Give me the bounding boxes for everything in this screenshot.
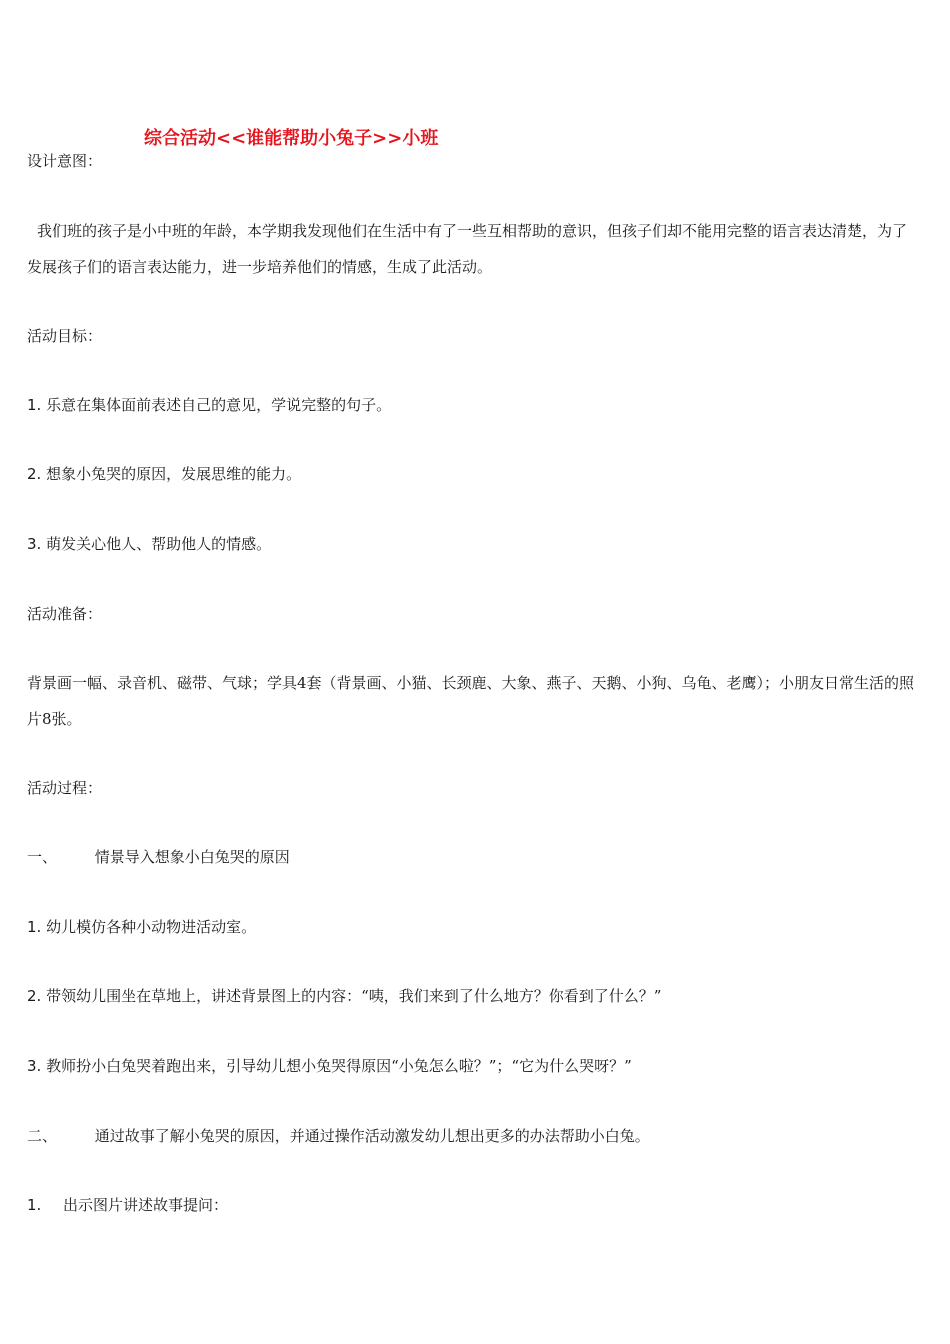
design-intent-paragraph: 我们班的孩子是小中班的年龄，本学期我发现他们在生活中有了一些互相帮助的意识，但孩子们却不能用完整的语言表达清楚，为了发展孩子们的语言表达能力，进一步培养他们的情感，生成了此活动。 xyxy=(27,222,908,276)
process-item-text: 幼儿模仿各种小动物进活动室。 xyxy=(46,918,257,936)
process-item-text: 教师扮小白兔哭着跑出来，引导幼儿想小兔哭得原因“小兔怎么啦？”；“它为什么哭呀？” xyxy=(46,1057,632,1075)
document-title: 综合活动<<谁能帮助小兔子>>小班 xyxy=(144,128,439,149)
goal-item-number: 2. xyxy=(27,465,42,483)
goal-item-3 xyxy=(27,534,271,554)
preparation-paragraph: 背景画一幅、录音机、磁带、气球；学具4套（背景画、小猫、长颈鹿、大象、燕子、天鹅、小狗、乌龟、老鹰）；小朋友日常生活的照片8张。 xyxy=(27,674,915,728)
process-heading: 活动过程： xyxy=(27,779,103,797)
process-item xyxy=(27,1056,632,1076)
process-item xyxy=(27,917,256,937)
section-title: 情景导入想象小白兔哭的原因 xyxy=(94,848,290,866)
section-title: 通过故事了解小兔哭的原因，并通过操作活动激发幼儿想出更多的办法帮助小白兔。 xyxy=(94,1127,650,1145)
section-marker: 一、 xyxy=(27,848,58,866)
process-item-number: 1. xyxy=(27,1196,42,1214)
section-marker: 二、 xyxy=(27,1127,58,1145)
goal-item-text: 萌发关心他人、帮助他人的情感。 xyxy=(46,535,272,553)
process-item xyxy=(27,986,661,1006)
process-item xyxy=(27,1195,228,1215)
goal-item-text: 想象小兔哭的原因，发展思维的能力。 xyxy=(46,465,302,483)
goals-heading: 活动目标： xyxy=(27,327,103,345)
process-item-number: 3. xyxy=(27,1057,42,1075)
design-intent-heading: 设计意图： xyxy=(27,152,103,170)
process-section-1 xyxy=(27,847,290,867)
process-item-text: 带领幼儿围坐在草地上，讲述背景图上的内容：“咦，我们来到了什么地方？你看到了什么？” xyxy=(46,987,662,1005)
process-item-number: 2. xyxy=(27,987,42,1005)
goal-item-2 xyxy=(27,464,301,484)
goal-item-number: 3. xyxy=(27,535,42,553)
goal-item-number: 1. xyxy=(27,396,42,414)
preparation-heading: 活动准备： xyxy=(27,605,103,623)
process-section-2 xyxy=(27,1126,650,1146)
goal-item-1 xyxy=(27,395,391,415)
process-item-text: 出示图片讲述故事提问： xyxy=(63,1196,229,1214)
process-item-number: 1. xyxy=(27,918,42,936)
goal-item-text: 乐意在集体面前表述自己的意见，学说完整的句子。 xyxy=(46,396,392,414)
